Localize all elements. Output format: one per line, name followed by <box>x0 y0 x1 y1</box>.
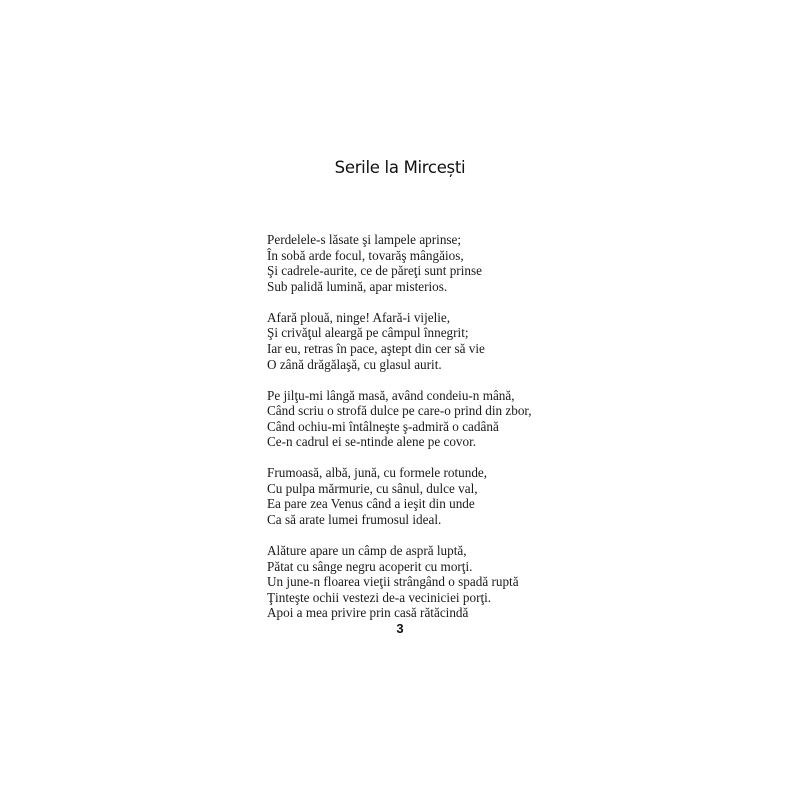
poem-line: Alăture apare un câmp de aspră luptă, <box>267 543 467 559</box>
poem-line: Iar eu, retras în pace, aştept din cer să vie <box>267 340 485 356</box>
poem-line: Apoi a mea privire prin casă rătăcindă <box>267 605 469 621</box>
stanza-2 <box>267 310 647 372</box>
poem-line: Ca să arate lumei frumosul ideal. <box>267 512 442 528</box>
poem-line: Şi crivăţul aleargă pe câmpul înnegrit; <box>267 325 469 341</box>
stanza-4 <box>267 465 647 527</box>
poem-line: O zână drăgălaşă, cu glasul aurit. <box>267 356 442 372</box>
poem-line: Pe jilţu-mi lângă masă, având condeiu-n mână, <box>267 387 515 403</box>
stanza-3 <box>267 388 647 450</box>
poem-title: Serile la Mircești <box>334 158 466 177</box>
poem-line: Un june-n floarea vieţii strângând o spadă ruptă <box>267 574 519 590</box>
poem-line: Ce-n cadrul ei se-ntinde alene pe covor. <box>267 434 477 450</box>
poem-line: Cu pulpa mărmurie, cu sânul, dulce val, <box>267 480 478 496</box>
page-number: 3 <box>396 621 404 636</box>
stanza-1 <box>267 232 647 294</box>
poem-line: Ţinteşte ochii vestezi de-a vecinicieі porţi. <box>267 589 492 605</box>
stanza-5 <box>267 543 647 621</box>
poem-line: Pătat cu sânge negru acoperit cu morţi. <box>267 558 473 574</box>
poem-line: Perdelele-s lăsate şi lampele aprinse; <box>267 232 462 247</box>
poem-line: Afară plouă, ninge! Afară-i vijelie, <box>267 309 451 325</box>
poem-line: Ea pare zea Venus când a ieşit din unde <box>267 496 475 512</box>
poem-line: Când ochiu-mi întâlneşte ş-admiră o cadână <box>267 418 499 434</box>
poem-line: Când scriu o strofă dulce pe care-o prind din zbor, <box>267 403 532 419</box>
poem-body <box>267 232 647 636</box>
poem-line: În sobă arde focul, tovarăş mângăios, <box>267 247 464 263</box>
poem-line: Frumoasă, albă, jună, cu formele rotunde, <box>267 465 488 481</box>
poem-line: Şi cadrele-aurite, ce de păreţi sunt prinse <box>267 263 482 279</box>
poem-line: Sub palidă lumină, apar misterios. <box>267 278 448 294</box>
